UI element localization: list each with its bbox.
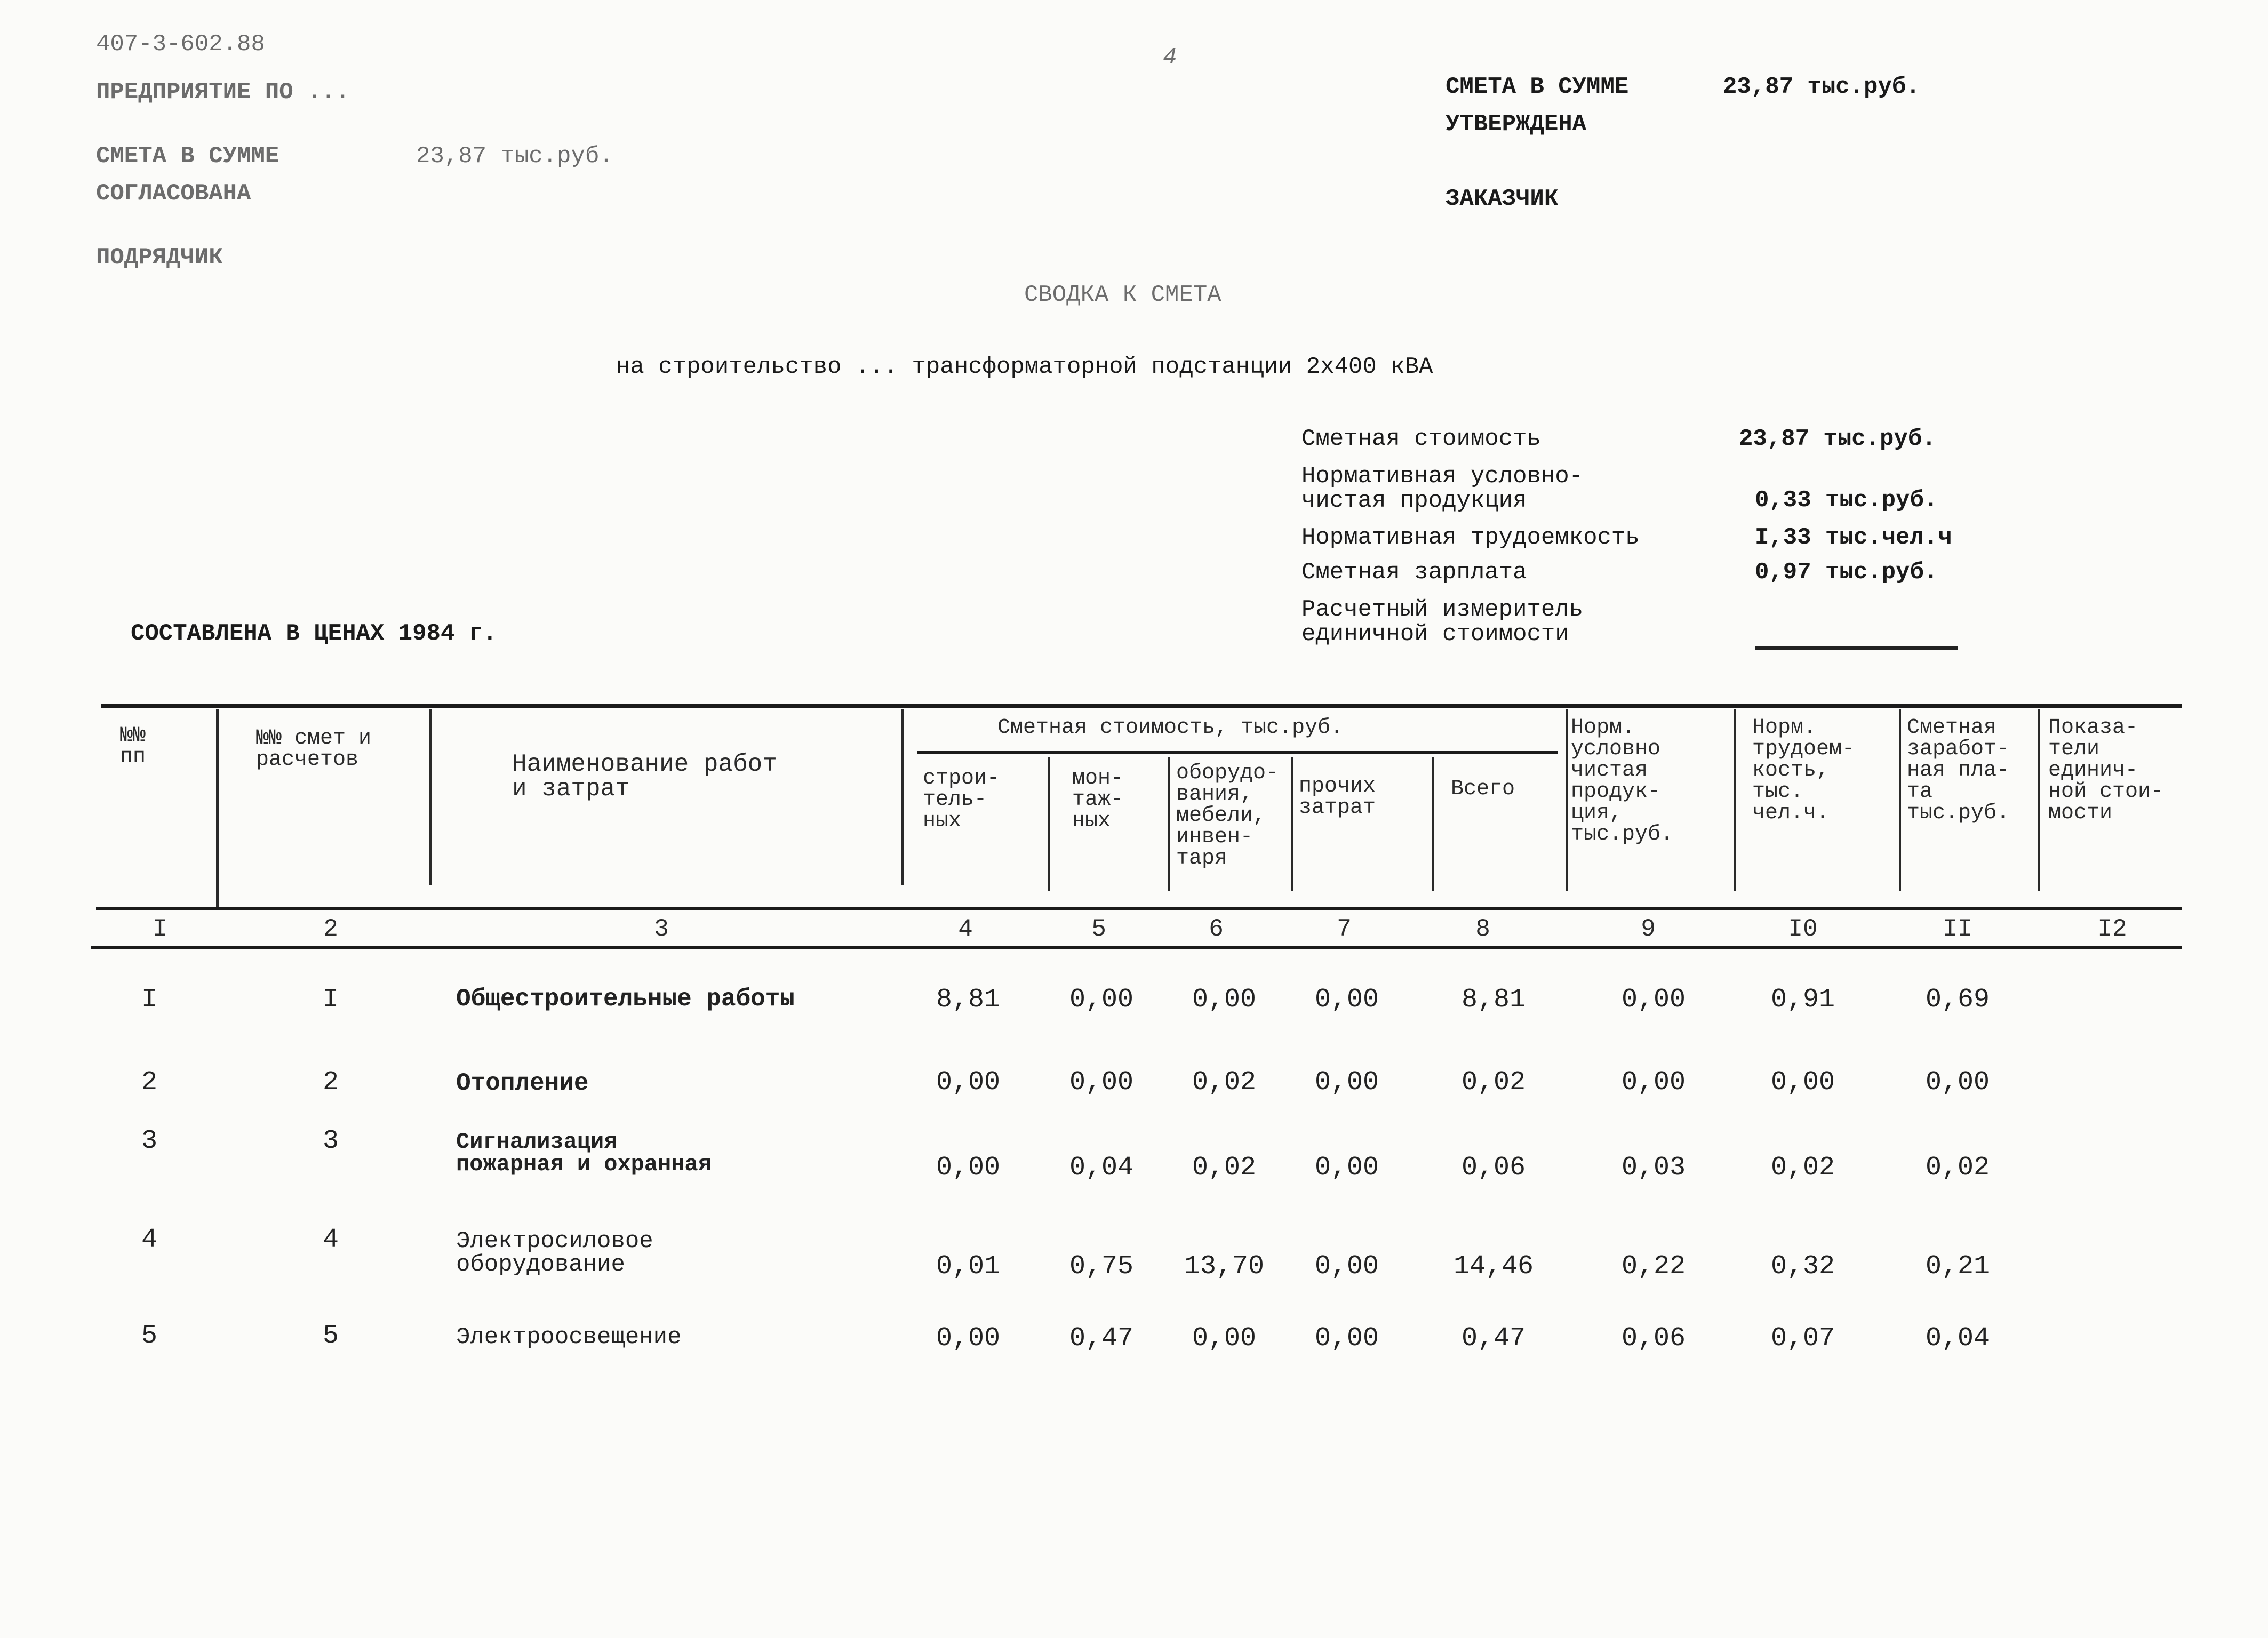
summary-net-label: Нормативная условно- чистая продукция	[1301, 463, 1584, 515]
header-total: Всего	[1451, 777, 1515, 801]
column-number: 3	[654, 915, 669, 943]
column-number: II	[1943, 915, 1972, 943]
summary-labor-value: I,33 тыс.чел.ч	[1755, 524, 1952, 551]
summary-wage-label: Сметная зарплата	[1301, 559, 1527, 586]
value-net-product: 0,00	[1621, 1067, 1686, 1098]
summary-unit-label: Расчетный измеритель единичной стоимости	[1301, 596, 1584, 648]
column-number: 8	[1475, 915, 1490, 943]
summary-labor-label: Нормативная трудоемкость	[1301, 524, 1640, 551]
value-equipment: 0,00	[1192, 985, 1257, 1015]
value-other: 0,00	[1314, 1153, 1379, 1183]
value-net-product: 0,00	[1621, 985, 1686, 1015]
col-divider-3	[901, 709, 904, 885]
summary-net-value: 0,33 тыс.руб.	[1755, 487, 1938, 514]
value-other: 0,00	[1314, 985, 1379, 1015]
work-name: Общестроительные работы	[456, 985, 795, 1013]
value-other: 0,00	[1314, 1067, 1379, 1098]
value-net-product: 0,06	[1621, 1323, 1686, 1354]
estimate-number: 2	[322, 1067, 339, 1098]
row-number: 3	[141, 1126, 157, 1156]
value-wages: 0,02	[1925, 1153, 1990, 1183]
value-construction: 0,00	[936, 1323, 1001, 1354]
value-wages: 0,04	[1925, 1323, 1990, 1354]
value-labor: 0,00	[1770, 1067, 1835, 1098]
value-installation: 0,47	[1069, 1323, 1134, 1354]
value-installation: 0,00	[1069, 985, 1134, 1015]
value-other: 0,00	[1314, 1323, 1379, 1354]
row-number: I	[141, 985, 157, 1015]
value-installation: 0,00	[1069, 1067, 1134, 1098]
header-equipment: оборудо- вания, мебели, инвен- таря	[1176, 761, 1279, 870]
value-other: 0,00	[1314, 1251, 1379, 1282]
left-sum-value: 23,87 тыс.руб.	[416, 143, 613, 170]
value-total: 8,81	[1461, 985, 1526, 1015]
document-title: СВОДКА К СМЕТА	[1024, 282, 1221, 308]
column-number: I2	[2097, 915, 2127, 943]
value-wages: 0,00	[1925, 1067, 1990, 1098]
doc-code: 407-3-602.88	[96, 31, 265, 58]
header-wages: Сметная заработ- ная пла- та тыс.руб.	[1907, 716, 2010, 825]
col-divider-2	[429, 709, 432, 885]
value-construction: 8,81	[936, 985, 1001, 1015]
column-number: 4	[958, 915, 973, 943]
value-labor: 0,07	[1770, 1323, 1835, 1354]
group-header-rule	[917, 751, 1558, 754]
value-net-product: 0,22	[1621, 1251, 1686, 1282]
col-divider-5	[1168, 757, 1170, 891]
col-divider-6	[1291, 757, 1293, 891]
value-construction: 0,01	[936, 1251, 1001, 1282]
col-divider-10	[1899, 709, 1901, 891]
work-name: Сигнализация пожарная и охранная	[456, 1129, 712, 1177]
estimate-number: I	[322, 985, 339, 1015]
value-wages: 0,69	[1925, 985, 1990, 1015]
row-number: 4	[141, 1225, 157, 1255]
document-subtitle: на строительство ... трансформаторной подстанции 2х400 кВА	[616, 354, 1433, 380]
header-unit-indicators: Показа- тели единич- ной стои- мости	[2048, 716, 2164, 825]
table-top-rule	[101, 704, 2182, 708]
header-net-product: Норм. условно чистая продук- ция, тыс.руб.	[1571, 716, 1674, 846]
column-number: 6	[1209, 915, 1224, 943]
header-estimate-number: №№ смет и расчетов	[256, 726, 372, 772]
column-number: 5	[1091, 915, 1106, 943]
approved-label: УТВЕРЖДЕНА	[1446, 111, 1587, 138]
right-sum-label: СМЕТА В СУММЕ	[1446, 74, 1629, 100]
value-wages: 0,21	[1925, 1251, 1990, 1282]
value-net-product: 0,03	[1621, 1153, 1686, 1183]
estimate-number: 4	[322, 1225, 339, 1255]
work-name: Отопление	[456, 1069, 589, 1097]
agreed-label: СОГЛАСОВАНА	[96, 180, 251, 207]
value-total: 14,46	[1453, 1251, 1534, 1282]
header-estimated-cost-group: Сметная стоимость, тыс.руб.	[997, 716, 1344, 740]
summary-wage-value: 0,97 тыс.руб.	[1755, 559, 1938, 586]
value-construction: 0,00	[936, 1153, 1001, 1183]
value-construction: 0,00	[936, 1067, 1001, 1098]
col-divider-7	[1432, 757, 1434, 891]
summary-cost-label: Сметная стоимость	[1301, 426, 1541, 452]
header-row-number: №№ пп	[120, 724, 146, 769]
value-installation: 0,04	[1069, 1153, 1134, 1183]
col-divider-4	[1048, 757, 1050, 891]
header-other-costs: прочих затрат	[1299, 774, 1376, 820]
customer-label: ЗАКАЗЧИК	[1446, 186, 1559, 212]
summary-cost-value: 23,87 тыс.руб.	[1739, 426, 1936, 452]
value-total: 0,02	[1461, 1067, 1526, 1098]
col-divider-8	[1566, 709, 1568, 891]
right-sum-value: 23,87 тыс.руб.	[1723, 74, 1920, 100]
work-name: Электроосвещение	[456, 1324, 682, 1351]
row-number: 5	[141, 1321, 157, 1351]
column-number: I	[153, 915, 167, 943]
col-divider-9	[1734, 709, 1736, 891]
value-equipment: 0,02	[1192, 1067, 1257, 1098]
row-number: 2	[141, 1067, 157, 1098]
value-total: 0,06	[1461, 1153, 1526, 1183]
value-total: 0,47	[1461, 1323, 1526, 1354]
header-labor-intensity: Норм. трудоем- кость, тыс. чел.ч.	[1752, 716, 1855, 825]
header-bottom-rule	[96, 907, 2182, 910]
summary-unit-blank-line	[1755, 646, 1958, 650]
value-installation: 0,75	[1069, 1251, 1134, 1282]
header-construction: строи- тель- ных	[923, 766, 1000, 833]
column-number: 2	[323, 915, 338, 943]
estimate-number: 5	[322, 1321, 339, 1351]
header-work-name: Наименование работ и затрат	[512, 750, 777, 803]
left-sum-label: СМЕТА В СУММЕ	[96, 143, 279, 170]
column-number-rule	[91, 946, 2182, 949]
work-name: Электросиловое оборудование	[456, 1228, 653, 1278]
contractor-label: ПОДРЯДЧИК	[96, 244, 223, 271]
col-divider-1	[216, 709, 219, 907]
estimate-number: 3	[322, 1126, 339, 1156]
value-labor: 0,32	[1770, 1251, 1835, 1282]
column-number: 9	[1641, 915, 1656, 943]
column-number: I0	[1788, 915, 1818, 943]
value-equipment: 0,02	[1192, 1153, 1257, 1183]
value-equipment: 13,70	[1184, 1251, 1265, 1282]
col-divider-11	[2038, 709, 2040, 891]
header-installation: мон- таж- ных	[1072, 766, 1124, 833]
page-mark: 4	[1163, 44, 1177, 71]
value-labor: 0,02	[1770, 1153, 1835, 1183]
compiled-prices: СОСТАВЛЕНА В ЦЕНАХ 1984 г.	[131, 620, 497, 647]
value-equipment: 0,00	[1192, 1323, 1257, 1354]
column-number: 7	[1337, 915, 1352, 943]
value-labor: 0,91	[1770, 985, 1835, 1015]
organization-line: ПРЕДПРИЯТИЕ ПО ...	[96, 79, 350, 106]
